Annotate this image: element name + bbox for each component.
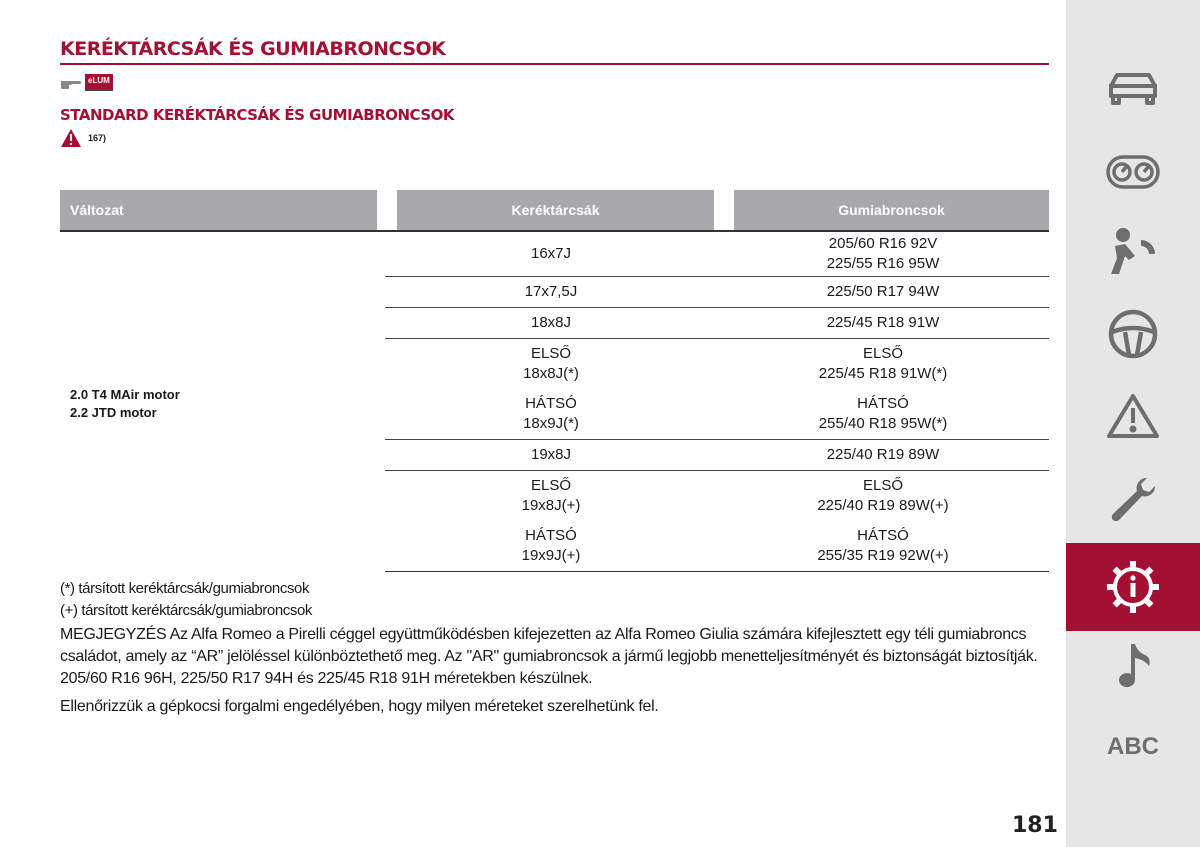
tyre-cell: 225/50 R17 94W [826, 283, 940, 300]
tyre-size: 205/60 R16 92V [828, 235, 938, 252]
gear-info-icon [1105, 559, 1161, 615]
header-wheels: Keréktárcsák [397, 190, 714, 230]
music-note-icon [1111, 640, 1155, 692]
sidebar-item-steering[interactable] [1066, 290, 1200, 378]
wheel-cell [385, 394, 717, 434]
rear-axle-row [385, 526, 1049, 566]
table-row [385, 277, 1049, 308]
axle-label: HÁTSÓ [525, 527, 577, 544]
wheel-cell: 17x7,5J [524, 283, 578, 300]
dashboard-icon [1105, 152, 1161, 192]
header-variant: Változat [60, 190, 377, 230]
tyre-cell [717, 234, 1049, 274]
elum-badge: eLUM [85, 74, 113, 91]
table-row [385, 308, 1049, 339]
warning-triangle-icon [1106, 392, 1160, 440]
wheel-cell [385, 476, 717, 516]
steering-wheel-icon [1107, 308, 1159, 360]
index-label: ABC [1107, 733, 1159, 760]
sidebar-item-index[interactable] [1066, 703, 1200, 791]
variant-cell [70, 386, 180, 422]
footnote-plus: (+) társított keréktárcsák/gumiabroncsok [60, 602, 313, 619]
wheel-size: 18x8J(*) [523, 365, 579, 382]
axle-label: HÁTSÓ [857, 527, 909, 544]
tyre-cell [717, 526, 1049, 566]
front-axle-row [385, 476, 1049, 516]
variant-line: 2.2 JTD motor [70, 405, 157, 420]
pointing-hand-icon [60, 76, 82, 90]
car-icon [1105, 68, 1161, 108]
tyre-size: 225/45 R18 91W(*) [818, 365, 948, 382]
wheel-cell [385, 344, 717, 384]
axle-label: ELSŐ [862, 345, 904, 362]
axle-label: ELSŐ [530, 345, 572, 362]
tyre-cell [717, 344, 1049, 384]
table-row [385, 339, 1049, 440]
wheel-cell: 16x7J [530, 245, 572, 262]
sidebar-item-car[interactable] [1066, 44, 1200, 132]
axle-label: HÁTSÓ [525, 395, 577, 412]
title-divider [60, 63, 1049, 65]
table-row [385, 471, 1049, 572]
variant-line: 2.0 T4 MAir motor [70, 387, 180, 402]
page-title: KERÉKTÁRCSÁK ÉS GUMIABRONCSOK [60, 38, 446, 60]
sidebar-item-airbag[interactable] [1066, 208, 1200, 296]
sidebar-item-dashboard[interactable] [1066, 128, 1200, 216]
elum-indicator [60, 74, 113, 91]
axle-label: HÁTSÓ [857, 395, 909, 412]
table-row [385, 440, 1049, 471]
rear-axle-row [385, 394, 1049, 434]
note-paragraph: MEGJEGYZÉS Az Alfa Romeo a Pirelli céggel együttműködésben kifejezetten az Alfa Romeo Giulia számára kifejlesztett egy téli gumiabroncs családot, amely az “AR” jelöléssel különböztethető meg. Az "AR" gumiabroncsok a jármű legjobb menetteljesítményét és biztonságát biztosítják. 205/60 R16 96H, 225/50 R17 94H és 225/45 R18 91H méretekben készülnek. [60, 626, 1038, 687]
warning-triangle-icon [60, 128, 82, 148]
wheel-cell: 18x8J [530, 314, 572, 331]
tyre-size: 225/40 R19 89W(+) [817, 497, 949, 514]
airbag-icon [1105, 226, 1161, 278]
tyre-size: 255/40 R18 95W(*) [818, 415, 948, 432]
wrench-icon [1107, 474, 1159, 526]
sidebar-item-service[interactable] [1066, 456, 1200, 544]
tyre-size: 225/55 R16 95W [826, 255, 940, 272]
chapter-sidebar [1066, 0, 1200, 847]
wheels-tyres-table [60, 190, 1049, 564]
wheel-size: 18x9J(*) [523, 415, 579, 432]
wheel-size: 19x8J(+) [521, 497, 581, 514]
axle-label: ELSŐ [862, 477, 904, 494]
tyre-cell: 225/40 R19 89W [826, 446, 940, 463]
wheel-cell [385, 526, 717, 566]
tyre-cell [717, 476, 1049, 516]
front-axle-row [385, 344, 1049, 384]
registration-note: Ellenőrizzük a gépkocsi forgalmi engedélyében, hogy milyen méreteket szerelhetünk fel. [60, 698, 659, 715]
warning-ref-number: 167) [88, 133, 107, 143]
sidebar-item-technical-data[interactable] [1066, 543, 1200, 631]
header-tyres: Gumiabroncsok [734, 190, 1049, 230]
wheel-size: 19x9J(+) [521, 547, 581, 564]
section-subtitle: STANDARD KERÉKTÁRCSÁK ÉS GUMIABRONCSOK [60, 106, 455, 124]
axle-label: ELSŐ [530, 477, 572, 494]
table-body [385, 232, 1049, 572]
footnote-star: (*) társított keréktárcsák/gumiabroncsok [60, 580, 310, 597]
sidebar-item-warning[interactable] [1066, 372, 1200, 460]
tyre-cell: 225/45 R18 91W [826, 314, 940, 331]
tyre-cell [717, 394, 1049, 434]
notes-section [60, 578, 1050, 718]
table-row [385, 232, 1049, 277]
warning-reference [60, 128, 106, 148]
table-header [60, 190, 1049, 230]
tyre-size: 255/35 R19 92W(+) [817, 547, 949, 564]
sidebar-item-multimedia[interactable] [1066, 622, 1200, 710]
wheel-cell: 19x8J [530, 446, 572, 463]
page-number: 181 [1012, 813, 1058, 838]
